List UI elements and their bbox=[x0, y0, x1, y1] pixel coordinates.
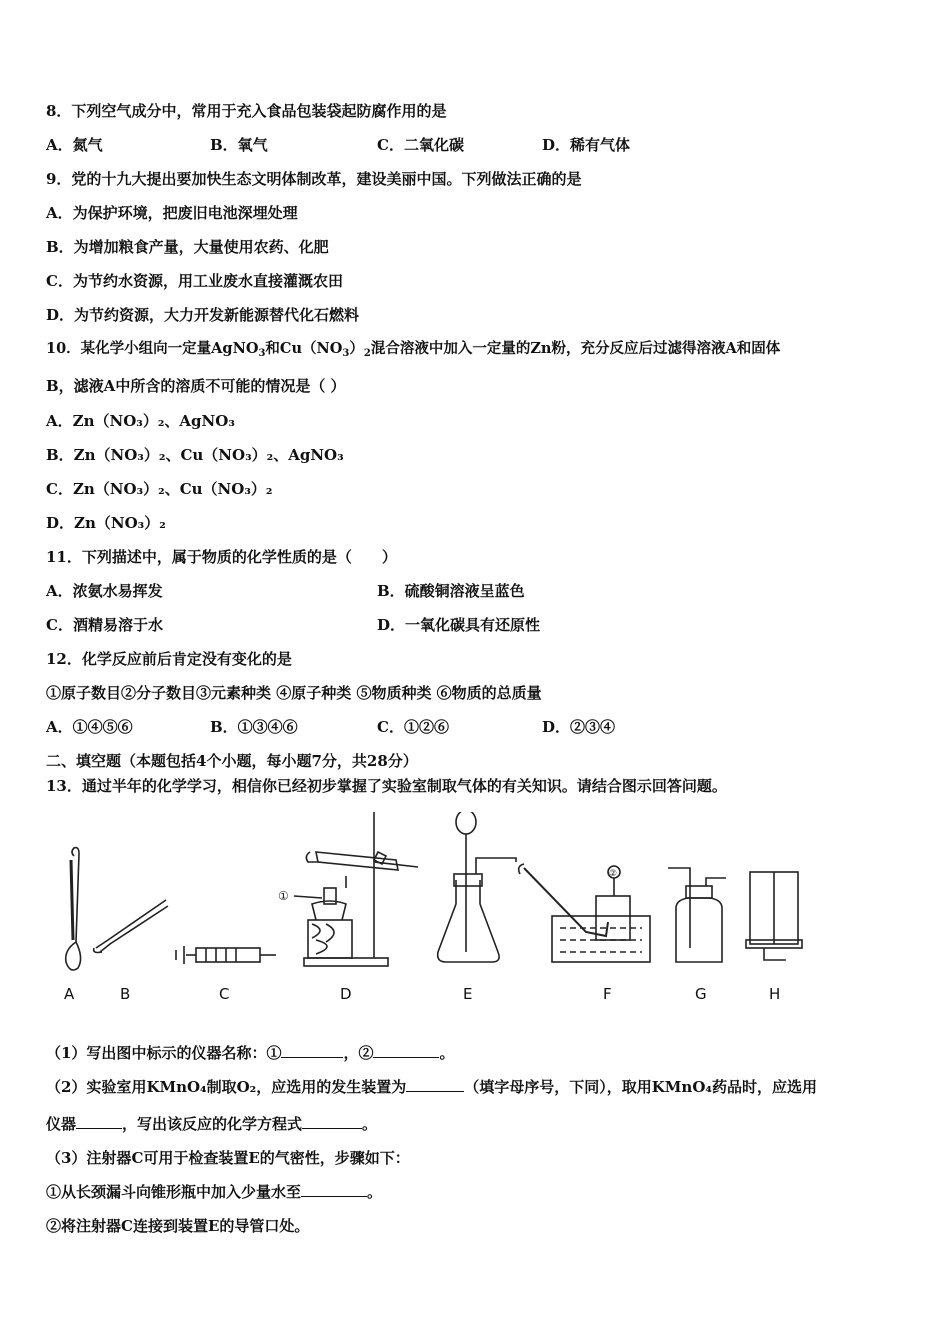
q13-stem: 13．通过半年的化学学习，相信你已经初步掌握了实验室制取气体的有关知识。请结合图示回答问题。 bbox=[46, 777, 727, 795]
label-f: F bbox=[603, 985, 612, 1003]
marker-1: ① bbox=[278, 889, 289, 903]
q10-stem: 10．某化学小组向一定量AgNO$_3$和$Cu(NO_3)_2$混合溶液中加入一定量的Zn粉，充分反应后过滤得溶液A和固体 bbox=[46, 340, 781, 359]
q9-option-b: B．为增加粮食产量，大量使用农药、化肥 bbox=[46, 238, 329, 256]
q9-stem: 9．党的十九大提出要加快生态文明体制改革，建设美丽中国。下列做法正确的是 bbox=[46, 170, 582, 188]
apparatus-b-tweezers bbox=[94, 900, 168, 953]
q8-option-d: D．稀有气体 bbox=[542, 136, 631, 154]
apparatus-a-spoon bbox=[66, 848, 81, 970]
q10-option-b: B．Zn（NO₃）₂、Cu（NO₃）₂、AgNO₃ bbox=[46, 446, 344, 464]
label-c: C bbox=[219, 985, 230, 1003]
blank-1[interactable] bbox=[281, 1043, 343, 1058]
apparatus-h-collection-bottle bbox=[746, 872, 802, 960]
q9-option-c: C．为节约水资源，用工业废水直接灌溉农田 bbox=[46, 272, 343, 290]
q13-part1: （1）写出图中标示的仪器名称：① ，② 。 bbox=[46, 1044, 455, 1062]
q11-option-b: B．硫酸铜溶液呈蓝色 bbox=[377, 582, 525, 600]
q11-option-d: D．一氧化碳具有还原性 bbox=[377, 616, 541, 634]
label-h: H bbox=[769, 985, 781, 1003]
q9-option-a: A．为保护环境，把废旧电池深埋处理 bbox=[46, 204, 298, 222]
blank-6[interactable] bbox=[301, 1182, 367, 1197]
lab-apparatus-figure bbox=[46, 812, 826, 1012]
q12-option-c: C．①②⑥ bbox=[377, 718, 449, 736]
q13-part2-line2: 仪器 ，写出该反应的化学方程式 。 bbox=[46, 1115, 378, 1133]
apparatus-d-heating-setup bbox=[278, 812, 418, 966]
apparatus-e-flask bbox=[438, 812, 516, 962]
q8-stem: 8．下列空气成分中，常用于充入食品包装袋起防腐作用的是 bbox=[46, 102, 447, 120]
apparatus-c-syringe bbox=[176, 946, 276, 964]
q13-part2: （2）实验室用KMnO₄制取O₂，应选用的发生装置为 （填字母序号，下同），取用KMnO₄药品时，应选用 bbox=[46, 1078, 817, 1096]
label-a: A bbox=[64, 985, 75, 1003]
blank-2[interactable] bbox=[373, 1043, 439, 1058]
q13-step1: ①从长颈漏斗向锥形瓶中加入少量水至 。 bbox=[46, 1183, 383, 1201]
q11-option-a: A．浓氨水易挥发 bbox=[46, 582, 163, 600]
label-d: D bbox=[340, 985, 352, 1003]
blank-5[interactable] bbox=[302, 1114, 362, 1129]
q10-option-a: A．Zn（NO₃）₂、AgNO₃ bbox=[46, 412, 235, 430]
q10-option-d: D．Zn（NO₃）₂ bbox=[46, 514, 166, 532]
q13-step2: ②将注射器C连接到装置E的导管口处。 bbox=[46, 1217, 310, 1235]
q12-stem: 12．化学反应前后肯定没有变化的是 bbox=[46, 650, 292, 668]
q12-option-a: A．①④⑤⑥ bbox=[46, 718, 133, 736]
label-g: G bbox=[695, 985, 707, 1003]
label-b: B bbox=[120, 985, 131, 1003]
apparatus-f-water-trough bbox=[519, 864, 650, 962]
label-e: E bbox=[463, 985, 473, 1003]
q8-option-a: A．氮气 bbox=[46, 136, 103, 154]
q10-option-c: C．Zn（NO₃）₂、Cu（NO₃）₂ bbox=[46, 480, 273, 498]
blank-4[interactable] bbox=[76, 1114, 122, 1129]
q12-items: ①原子数目②分子数目③元素种类 ④原子种类 ⑤物质种类 ⑥物质的总质量 bbox=[46, 684, 542, 702]
q8-option-c: C．二氧化碳 bbox=[377, 136, 464, 154]
q11-option-c: C．酒精易溶于水 bbox=[46, 616, 163, 634]
q12-option-d: D．②③④ bbox=[542, 718, 616, 736]
q11-stem: 11．下列描述中，属于物质的化学性质的是（ ） bbox=[46, 548, 397, 566]
apparatus-g-bottle bbox=[668, 868, 726, 962]
q8-option-b: B．氧气 bbox=[210, 136, 268, 154]
q10-stem-line2: B，滤液A中所含的溶质不可能的情况是（ ） bbox=[46, 377, 346, 395]
section-2-heading: 二、填空题（本题包括4个小题，每小题7分，共28分） bbox=[46, 752, 418, 770]
q13-part3: （3）注射器C可用于检查装置E的气密性，步骤如下： bbox=[46, 1149, 410, 1167]
marker-2: ② bbox=[609, 869, 618, 879]
q9-option-d: D．为节约资源，大力开发新能源替代化石燃料 bbox=[46, 306, 360, 324]
q12-option-b: B．①③④⑥ bbox=[210, 718, 298, 736]
blank-3[interactable] bbox=[406, 1077, 464, 1092]
